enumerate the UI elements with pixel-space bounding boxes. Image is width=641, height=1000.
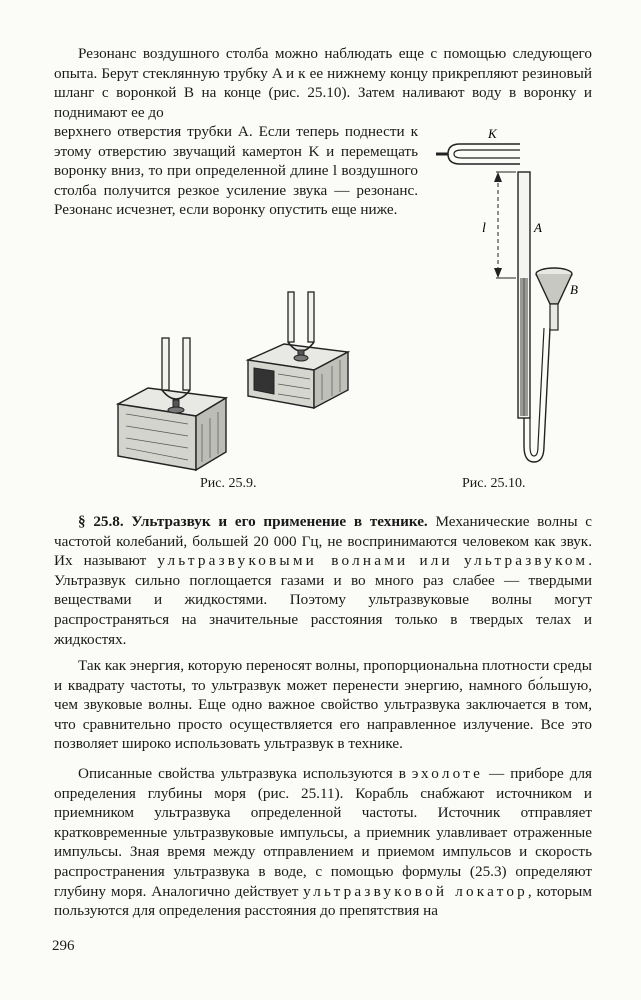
section-paragraph-1 [54,512,592,649]
intro-paragraph-continued: верхнего отверстия трубки A. Если теперь поднести к этому отверстию звучащий камертон K и перемещать воронку вниз, то при определенной длине l воздушного столба получится резкое усиление звука — резонанс. Резонанс исчезнет, если воронку опустить еще ниже. [54,123,418,219]
label-a: A [534,220,542,235]
label-l: l [482,221,486,236]
tuning-fork-k [436,128,520,164]
term-ultrasound: ультразвуком [464,552,589,570]
term-or: или [419,552,453,570]
label-k: К [488,128,497,141]
term-echo-sounder: эхолоте [411,765,484,782]
section-paragraph-2: Так как энергия, которую переносят волны, пропорциональна плотности среды и квадрату частоты, то ультразвук может перенести энергию, намного бо́льшую, чем звуковые волны. Еще одно важное свойство ультразвука заключается в том, что сравнительно просто осуществляется его направленное излучение. Все это позволяет широко использовать ультразвук в технике. [54,657,592,753]
section-text-3a: Описанные свойства ультразвука используются в [78,765,406,782]
figure-25-10-resonance-tube [430,128,590,468]
length-marker-l [482,172,516,278]
term-ultrasonic-waves: ультразвуковыми волнами [157,552,409,570]
page-number: 296 [52,938,75,954]
section-heading: § 25.8. Ультразвук и его применение в технике. [78,513,428,530]
glass-tube-a [518,172,530,418]
section-paragraph-3 [54,764,592,921]
label-b: B [570,282,578,297]
intro-paragraph: Резонанс воздушного столба можно наблюдать еще с помощью следующего опыта. Берут стеклянную трубку A и к ее нижнему концу прикрепляют резиновый шланг с воронкой B на конце (рис. 25.10). Затем наливают воду в воронку и поднимают ее до [54,45,592,121]
section-text-3b: — приборе для определения глубины моря (рис. 25.11). Корабль снабжают источником и приемником ультразвука определенной частоты. Источник отправляет кратковременные ультразвуковые импульсы, а приемник улавливает отраженные импульсы. Зная время между отправлением и приемом импульсов и скорость распространения ультразвука в воде, с помощью формулы (25.3) определяют глубину моря. Аналогично действует [54,765,593,900]
section-text-1b: . Ультразвук сильно поглощается газами и во много раз слабее — твердыми веществами и жидкостями. Поэтому ультразвуковые волны могут распространяться на значительные расстояния только в твердых телах и жидкостях. [54,552,592,648]
figure-25-9-caption: Рис. 25.9. [200,476,257,491]
section-text-1a: Механические волны с частотой колебаний, большей 20 000 Гц, не воспринимаются человеком как звук. Их называют [54,513,593,570]
section-text-3c: , которым пользуются для определения расстояния до препятствия на [54,882,592,920]
figure-25-10-caption: Рис. 25.10. [462,476,526,491]
solid-block [118,388,226,470]
figure-25-9-tuning-forks [108,286,356,476]
funnel-b [536,268,578,330]
term-ultrasonic-locator: ультразвуковой локатор [303,882,528,900]
